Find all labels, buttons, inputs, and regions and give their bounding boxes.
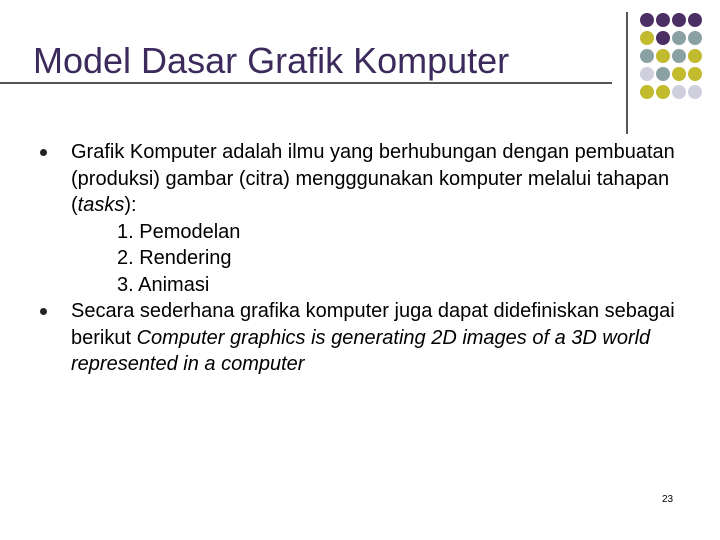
decorative-dot [672,85,686,99]
decorative-dot [656,49,670,63]
decorative-dot [640,13,654,27]
page-number: 23 [662,494,674,505]
slide-body [40,139,680,378]
decorative-dot [640,49,654,63]
decorative-dot [672,67,686,81]
bullet-icon [40,308,47,315]
decorative-dot [640,85,654,99]
decorative-dot [688,31,702,45]
decorative-dot [656,31,670,45]
decorative-dot [688,13,702,27]
decorative-dot [672,49,686,63]
decorative-dot [640,31,654,45]
decorative-dot [640,67,654,81]
decorative-dot-grid [638,11,720,121]
bullet-2-text: Secara sederhana grafika komputer juga dapat didefiniskan sebagai berikut Computer graphics is generating 2D images of a 3D world represented in a computer [71,300,675,375]
decorative-dot [656,13,670,27]
bullet-item-1 [40,139,680,298]
decorative-dot [656,85,670,99]
decorative-dot [688,67,702,81]
step-item-1: 1. Pemodelan [117,220,241,243]
title-divider [0,82,612,84]
step-item-2: 2. Rendering [117,247,232,269]
decorative-dot [688,49,702,63]
decorative-dot [672,31,686,45]
decorative-dot [672,13,686,27]
slide-title: Model Dasar Grafik Komputer [33,40,510,81]
step-item-3: 3. Animasi [117,273,210,296]
bullet-1-text: Grafik Komputer adalah ilmu yang berhubungan dengan pembuatan (produksi) gambar (citra) mengggunakan komputer melalui tahapan (tasks): [71,141,675,216]
corner-divider [626,12,628,134]
decorative-dot [656,67,670,81]
bullet-icon [40,149,47,156]
decorative-dot [688,85,702,99]
bullet-item-2 [40,298,680,378]
